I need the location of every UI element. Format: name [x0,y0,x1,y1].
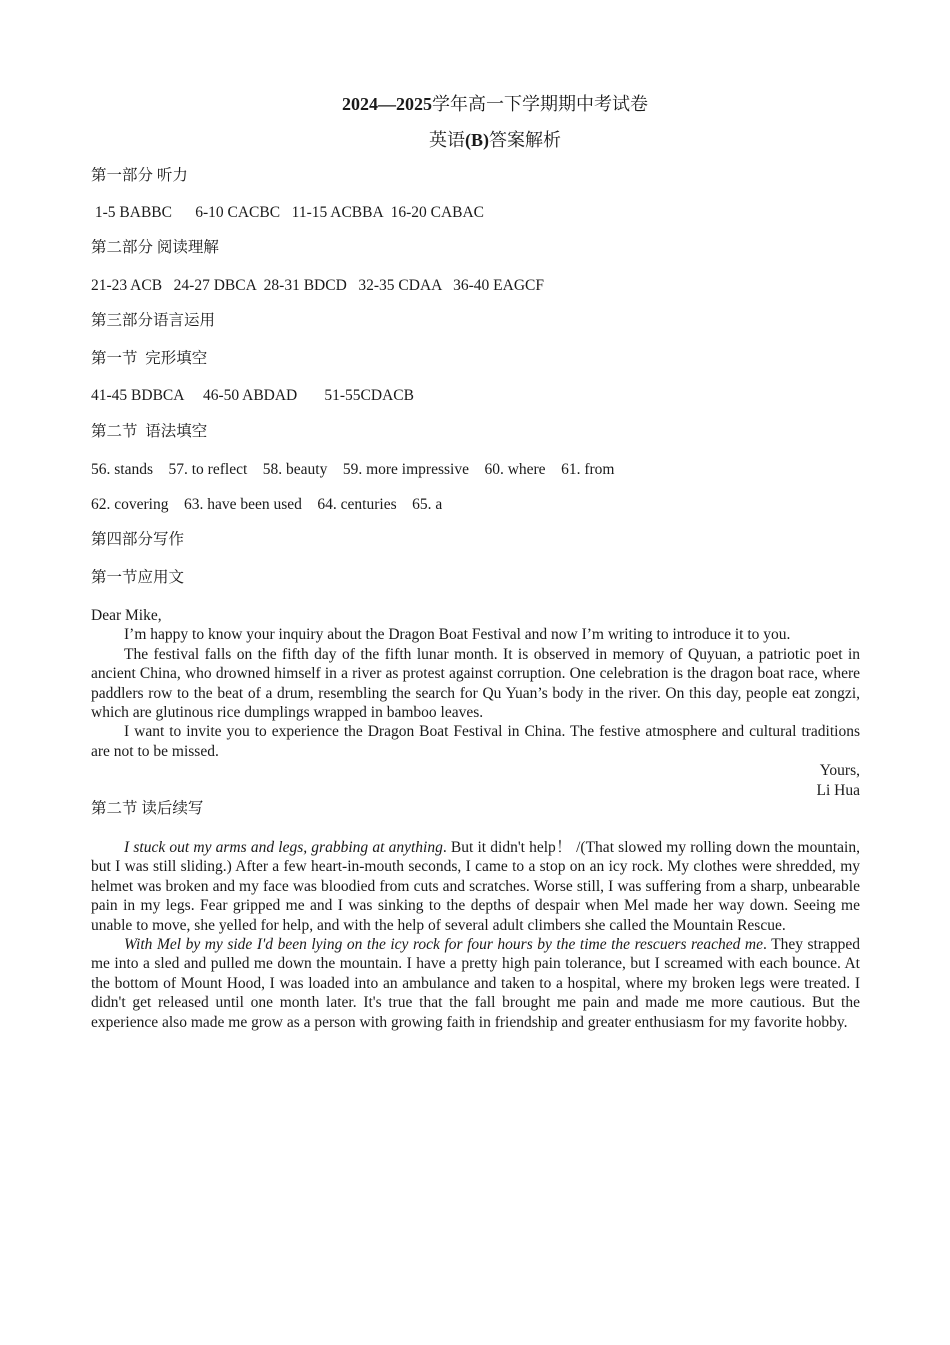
story-text: . They strapped me into a sled and pulled me down the mountain. I have a pretty high pain tolerance, but I screamed with each bounce. At the bottom of Mount Hood, I was loaded into an ambulance and taken to a hospital, where my broken legs were treated. I didn't get released until one month later. It's true that the fall brought me pain and made me more cautious. But the experience also made me grow as a person with growing faith in friendship and greater enthusiasm for my favorite hobby. [91,936,860,1031]
part4-sec1-heading: 第一节应用文 [91,569,185,586]
part1-heading: 第一部分 听力 [91,167,188,184]
part3-sec1-answers: 41-45 BDBCA 46-50 ABDAD 51-55CDACB [91,387,414,404]
part1-answers: 1-5 BABBC 6-10 CACBC 11-15 ACBBA 16-20 CABAC [91,204,485,221]
subtitle-prefix: 英语 [429,130,465,150]
letter-closing: Yours, [819,762,860,780]
part4-heading: 第四部分写作 [91,531,185,548]
document-title [0,92,950,116]
story-text: . But it didn't help！ /(That slowed my rolling down the mountain, but I was still sliding.) After a few heart-in-mouth seconds, I came to a stop on an icy rock. My clothes were shredded, my helmet was broken and my face was bloodied from cuts and scratches. Worse still, I was suffering from a sharp, unbearable pain in my legs. Fear gripped me and I was sinking to the depths of despair when Mel made her way down. Seeing me unable to move, she yelled for help, and with the help of several adult climbers she called the Mountain Rescue. [91,839,860,934]
letter-paragraph: The festival falls on the fifth day of the fifth lunar month. It is observed in memory of Quyuan, a patriotic poet in ancient China, who drowned himself in a river as protest against corruption. One celebration is the dragon boat race, where paddlers row to the beat of a drum, resembling the search for Qu Yuan’s body in the river. On this day, people eat zongzi, which are glutinous rice dumplings wrapped in bamboo leaves. [91,645,860,722]
part4-sec2-heading: 第二节 读后续写 [91,800,204,817]
letter-paragraph: I want to invite you to experience the Dragon Boat Festival in China. The festive atmosphere and cultural traditions are not to be missed. [91,723,860,760]
story-given-sentence: I stuck out my arms and legs, grabbing at anything [124,839,443,856]
part3-heading: 第三部分语言运用 [91,312,216,329]
part2-heading: 第二部分 阅读理解 [91,239,219,256]
title-main: 学年高一下学期期中考试卷 [432,94,648,114]
part3-sec2-answers-2: 62. covering 63. have been used 64. centuries 65. a [91,496,443,513]
part2-answers: 21-23 ACB 24-27 DBCA 28-31 BDCD 32-35 CDAA 36-40 EAGCF [91,277,544,294]
document-subtitle [0,128,950,152]
subtitle-version: (B) [465,130,489,150]
part3-sec2-answers-1: 56. stands 57. to reflect 58. beauty 59. more impressive 60. where 61. from [91,461,615,478]
sample-letter [91,606,860,800]
story-paragraph [91,935,860,1032]
part3-sec2-heading: 第二节 语法填空 [91,423,208,440]
story-paragraph [91,838,860,935]
continuation-story [91,838,860,1032]
letter-signature: Li Hua [816,781,860,799]
letter-greeting: Dear Mike, [91,607,162,624]
subtitle-suffix: 答案解析 [489,130,561,150]
story-given-sentence: With Mel by my side I'd been lying on the icy rock for four hours by the time the rescuers reached me [124,936,763,954]
title-years: 2024—2025 [342,94,432,114]
letter-paragraph: I’m happy to know your inquiry about the Dragon Boat Festival and now I’m writing to introduce it to you. [124,626,791,644]
part3-sec1-heading: 第一节 完形填空 [91,350,208,367]
